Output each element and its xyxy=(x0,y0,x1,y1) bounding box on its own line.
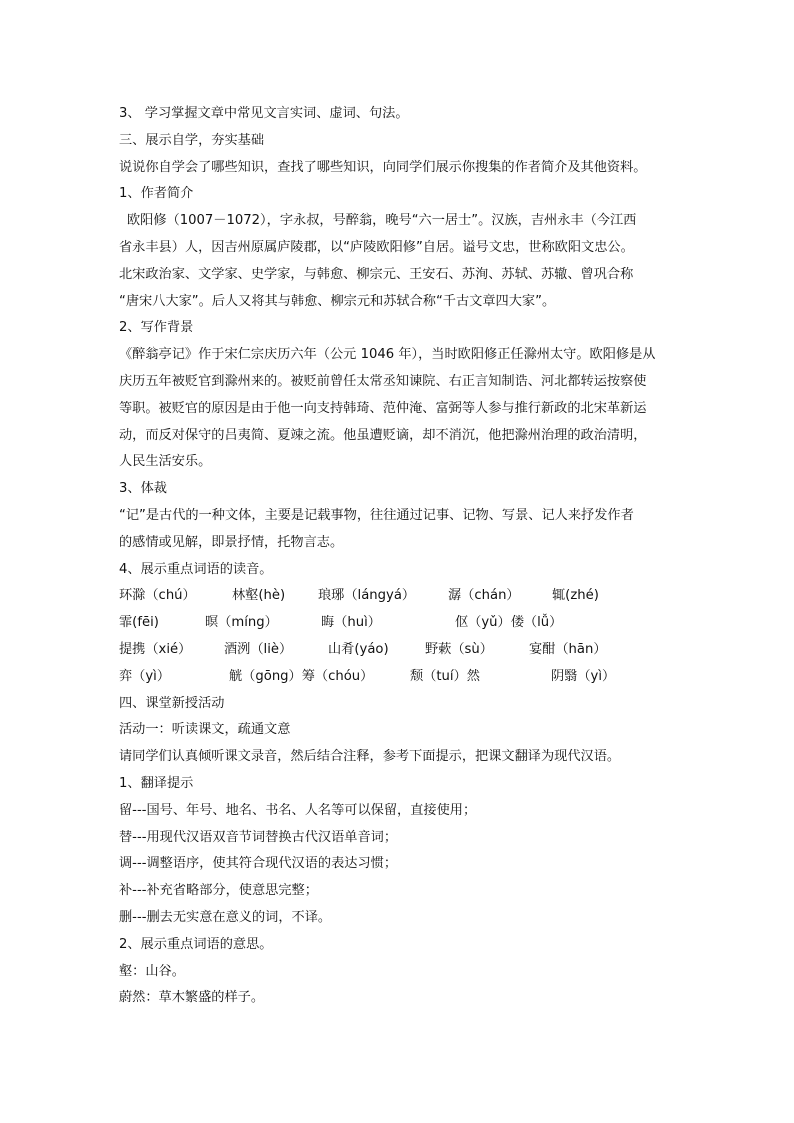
pronunciation-item: 潺（chán） xyxy=(448,588,520,604)
genre-paragraph-line: 的感情或见解，即景抒情，托物言志。 xyxy=(119,534,344,550)
activity-heading: 活动一：听读课文，疏通文意 xyxy=(119,722,291,738)
subheading-author: 1、作者简介 xyxy=(119,186,194,202)
author-paragraph-line: 欧阳修（1007－1072），字永叔，号醉翁，晚号“六一居士”。汉族，吉州永丰（今江西 xyxy=(127,213,637,229)
pronunciation-item: 伛（yǔ）偻（lǚ） xyxy=(455,615,563,631)
translation-tip: 调---调整语序，使其符合现代汉语的表达习惯； xyxy=(119,856,398,872)
pronunciation-item: 环滁（chú） xyxy=(119,588,196,604)
section-heading-3: 三、展示自学，夯实基础 xyxy=(119,132,265,148)
document-page xyxy=(119,101,679,1012)
subheading-word-meanings: 2、展示重点词语的意思。 xyxy=(119,936,273,952)
subheading-genre: 3、体裁 xyxy=(119,481,167,497)
background-paragraph-line: 人民生活安乐。 xyxy=(119,454,212,470)
genre-paragraph-line: “记”是古代的一种文体，主要是记载事物，往往通过记事、记物、写景、记人来抒发作者 xyxy=(119,507,634,523)
pronunciation-row xyxy=(119,583,679,610)
pronunciation-item: 山肴(yáo) xyxy=(328,641,389,657)
background-paragraph-line: 《醉翁亭记》作于宋仁宗庆历六年（公元 1046 年），当时欧阳修正任滁州太守。欧阳修是从 xyxy=(119,347,656,363)
pronunciation-item: 辄(zhé) xyxy=(552,588,599,604)
word-meaning: 蔚然：草木繁盛的样子。 xyxy=(119,990,265,1006)
pronunciation-item: 晦（huì） xyxy=(321,615,381,631)
pronunciation-item: 阴翳（yì） xyxy=(551,668,616,684)
subheading-translation-tips: 1、翻译提示 xyxy=(119,775,194,791)
pronunciation-item: 琅琊（lángyá） xyxy=(318,588,416,604)
instruction-paragraph: 说说你自学会了哪些知识，查找了哪些知识，向同学们展示你搜集的作者简介及其他资料。 xyxy=(119,159,647,175)
word-meaning: 壑：山谷。 xyxy=(119,963,185,979)
pronunciation-item: 酒洌（liè） xyxy=(224,641,293,657)
pronunciation-item: 野蔌（sù） xyxy=(425,641,493,657)
activity-instruction: 请同学们认真倾听课文录音，然后结合注释，参考下面提示，把课文翻译为现代汉语。 xyxy=(119,749,621,765)
pronunciation-row xyxy=(119,610,679,637)
section-heading-4: 四、课堂新授活动 xyxy=(119,695,225,711)
translation-tip: 补---补充省略部分，使意思完整； xyxy=(119,883,318,899)
author-paragraph-line: 省永丰县）人，因吉州原属庐陵郡，以“庐陵欧阳修”自居。谥号文忠，世称欧阳文忠公。 xyxy=(119,239,634,255)
background-paragraph-line: 动，而反对保守的吕夷简、夏竦之流。他虽遭贬谪，却不消沉，他把滁州治理的政治清明， xyxy=(119,427,647,443)
pronunciation-item: 林壑(hè) xyxy=(232,588,286,604)
pronunciation-item: 霏(fēi) xyxy=(119,615,159,631)
pronunciation-item: 提携（xié） xyxy=(119,641,192,657)
pronunciation-row xyxy=(119,637,679,664)
translation-tip: 留---国号、年号、地名、书名、人名等可以保留，直接使用； xyxy=(119,802,477,818)
background-paragraph-line: 等职。被贬官的原因是由于他一向支持韩琦、范仲淹、富弼等人参与推行新政的北宋革新运 xyxy=(119,400,647,416)
author-paragraph-line: “唐宋八大家”。后人又将其与韩愈、柳宗元和苏轼合称“千古文章四大家”。 xyxy=(119,293,556,309)
pronunciation-item: 暝（míng） xyxy=(205,615,278,631)
pronunciation-item: 颓（tuí）然 xyxy=(410,668,480,684)
pronunciation-item: 弈（yì） xyxy=(119,668,171,684)
pronunciation-item: 觥（gōng）筹（chóu） xyxy=(229,668,374,684)
subheading-background: 2、写作背景 xyxy=(119,320,194,336)
author-paragraph-line: 北宋政治家、文学家、史学家，与韩愈、柳宗元、王安石、苏洵、苏轼、苏辙、曾巩合称 xyxy=(119,266,634,282)
subheading-pronunciation: 4、展示重点词语的读音。 xyxy=(119,561,273,577)
translation-tip: 删---删去无实意在意义的词，不译。 xyxy=(119,909,332,925)
translation-tip: 替---用现代汉语双音节词替换古代汉语单音词； xyxy=(119,829,398,845)
objective-3: 3、 学习掌握文章中常见文言实词、虚词、句法。 xyxy=(119,106,409,121)
pronunciation-row xyxy=(119,664,679,691)
pronunciation-item: 宴酣（hān） xyxy=(529,641,607,657)
background-paragraph-line: 庆历五年被贬官到滁州来的。被贬前曾任太常丞知谏院、右正言知制诰、河北都转运按察使 xyxy=(119,373,647,389)
